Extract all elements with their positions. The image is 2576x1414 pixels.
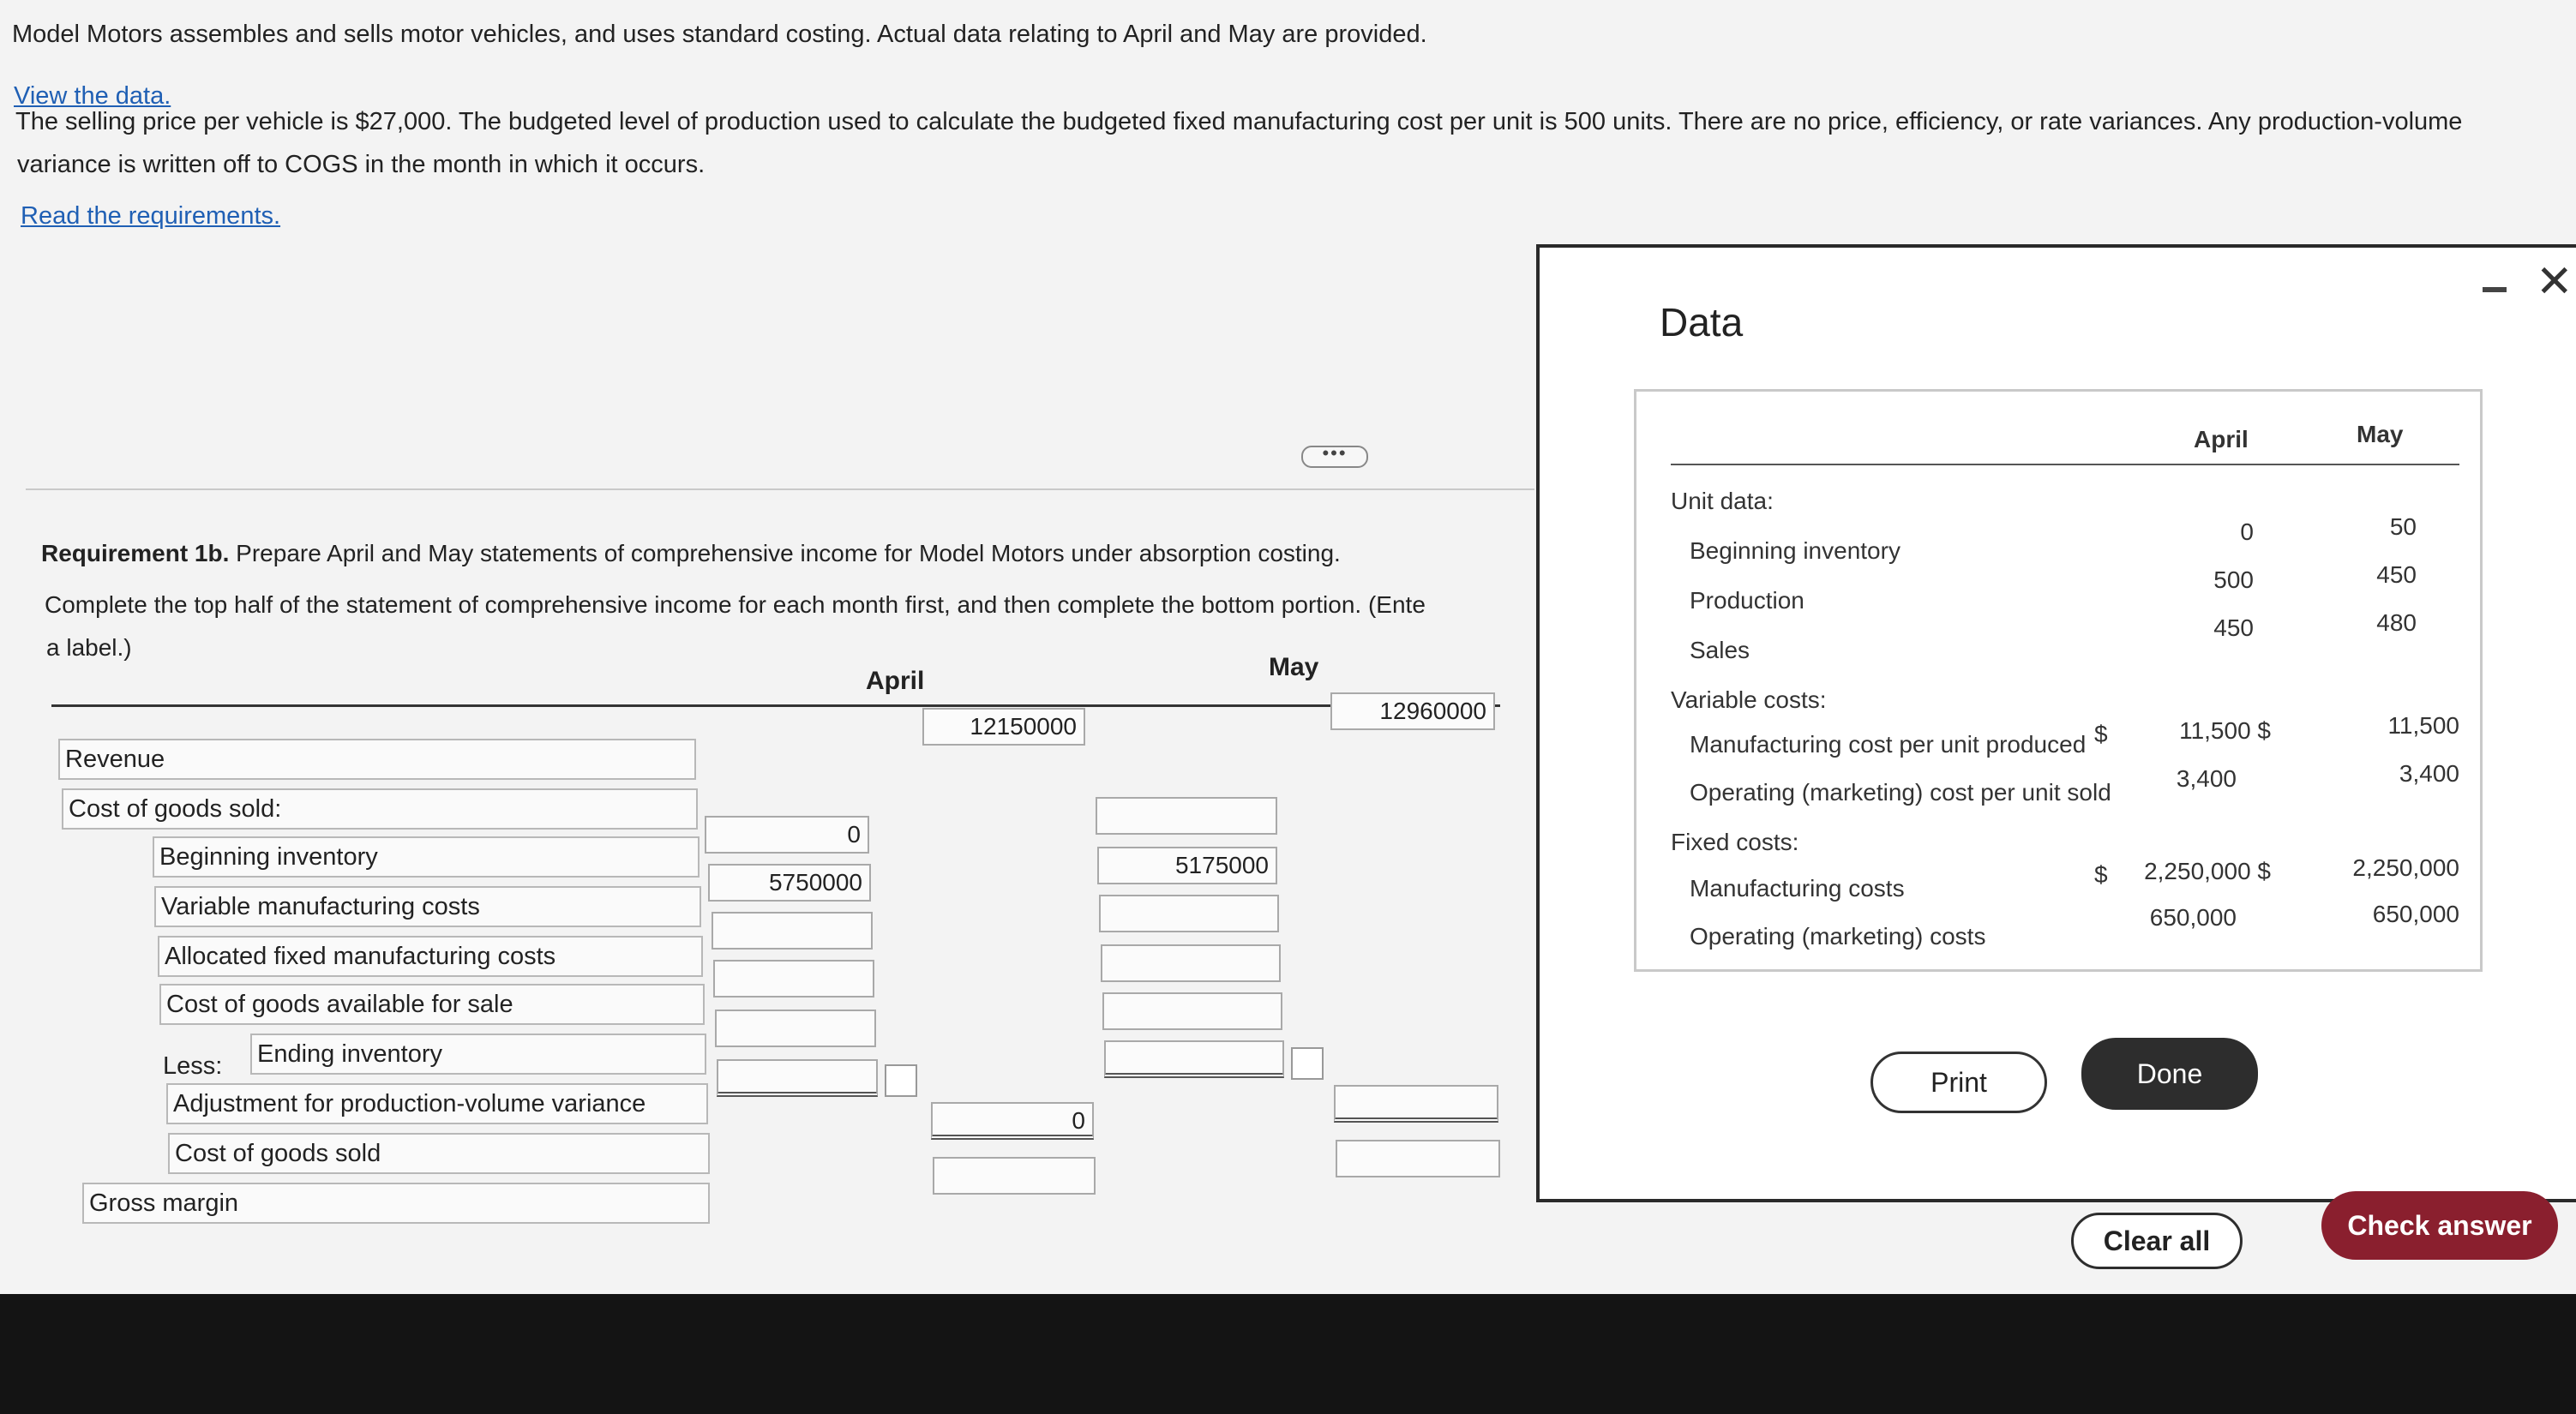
less-label: Less: xyxy=(163,1052,223,1080)
may-beginning-inventory-input[interactable] xyxy=(1096,797,1277,835)
data-header-rule xyxy=(1671,464,2459,465)
instruction-line-2: a label.) xyxy=(46,634,132,661)
requirement-title xyxy=(41,540,1341,567)
mfg-fixed-dollar: $ xyxy=(2094,861,2108,888)
intro-line-2: The selling price per vehicle is $27,000. The budgeted level of production used to calculate the budgeted fixed manufacturing cost per unit is 500 units. There are no price, efficiency, or rate variances. Any production-volume xyxy=(15,108,2463,135)
data-col-may: May xyxy=(2357,421,2404,447)
april-allocated-fixed-input[interactable] xyxy=(712,912,873,950)
requirement-number: Requirement 1b. xyxy=(41,540,230,566)
section-divider xyxy=(26,488,1534,490)
data-mfg-cost-per-unit: Manufacturing cost per unit produced xyxy=(1690,731,2087,758)
sales-april-value: 450 xyxy=(2213,614,2254,641)
data-beginning-inventory: Beginning inventory xyxy=(1690,537,1900,564)
read-requirements-link[interactable]: Read the requirements. xyxy=(21,202,281,230)
april-cogs-total-input[interactable]: 0 xyxy=(931,1102,1094,1140)
op-unit-may-value: 3,400 xyxy=(2399,760,2459,787)
data-mfg-costs: Manufacturing costs xyxy=(1690,875,1905,902)
april-adjustment-input[interactable] xyxy=(717,1059,878,1097)
mfg-unit-may-value: 11,500 xyxy=(2387,712,2459,739)
april-gross-margin-input[interactable] xyxy=(933,1157,1096,1195)
mfg-unit-april-value: 11,500 $ xyxy=(2179,717,2271,744)
beg-may-value: 50 xyxy=(2389,513,2417,540)
sales-may-value: 480 xyxy=(2376,609,2417,636)
may-adjustment-input[interactable] xyxy=(1104,1040,1284,1078)
april-beginning-inventory-input[interactable]: 0 xyxy=(705,816,869,854)
beginning-inventory-label[interactable]: Beginning inventory xyxy=(153,836,700,878)
close-icon[interactable]: ✕ xyxy=(2536,257,2573,307)
expand-ellipsis-button[interactable]: ••• xyxy=(1301,446,1368,468)
may-variable-mfg-input[interactable]: 5175000 xyxy=(1097,847,1277,884)
prod-april-value: 500 xyxy=(2213,566,2254,593)
cogs-label[interactable]: Cost of goods sold: xyxy=(62,788,698,830)
may-gross-margin-input[interactable] xyxy=(1336,1140,1500,1177)
print-button[interactable]: Print xyxy=(1870,1052,2047,1113)
gross-margin-label[interactable]: Gross margin xyxy=(82,1183,710,1224)
april-adjustment-sign-box[interactable] xyxy=(885,1064,917,1097)
clear-all-button[interactable]: Clear all xyxy=(2071,1213,2243,1269)
check-answer-button[interactable]: Check answer xyxy=(2321,1191,2558,1260)
intro-line-3: variance is written off to COGS in the month in which it occurs. xyxy=(17,151,706,178)
header-rule xyxy=(51,704,1500,707)
pv-variance-adjustment-label[interactable]: Adjustment for production-volume variance xyxy=(166,1083,708,1124)
requirement-text: Prepare April and May statements of comprehensive income for Model Motors under absorption costing. xyxy=(229,540,1341,566)
screen-bezel xyxy=(0,1294,2576,1414)
data-table xyxy=(1634,389,2483,972)
beg-april-value: 0 xyxy=(2240,518,2254,545)
data-sales: Sales xyxy=(1690,637,1750,663)
op-fixed-april-value: 650,000 xyxy=(2149,904,2237,931)
data-production: Production xyxy=(1690,587,1804,614)
unit-data-heading: Unit data: xyxy=(1671,488,1774,514)
minimize-icon[interactable] xyxy=(2483,287,2507,292)
may-allocated-fixed-input[interactable] xyxy=(1099,895,1279,932)
column-header-april: April xyxy=(866,667,925,695)
instruction-line-1: Complete the top half of the statement of comprehensive income for each month first, and then complete the bottom portion. (Ente xyxy=(45,591,1426,618)
intro-line-1: Model Motors assembles and sells motor vehicles, and uses standard costing. Actual data relating to April and May are provided. xyxy=(12,21,1427,48)
data-col-april: April xyxy=(2194,426,2249,452)
dialog-title: Data xyxy=(1660,300,1744,345)
april-goods-available-input[interactable] xyxy=(713,960,874,998)
data-op-costs: Operating (marketing) costs xyxy=(1690,923,1986,950)
april-variable-mfg-input[interactable]: 5750000 xyxy=(708,864,871,902)
may-ending-inventory-input[interactable] xyxy=(1102,992,1282,1030)
mfg-fixed-may-value: 2,250,000 xyxy=(2352,854,2459,881)
done-button[interactable]: Done xyxy=(2081,1038,2258,1110)
data-op-cost-per-unit: Operating (marketing) cost per unit sold xyxy=(1690,779,2111,806)
view-data-link[interactable]: View the data. xyxy=(14,82,171,110)
variable-costs-heading: Variable costs: xyxy=(1671,686,1827,713)
mfg-fixed-april-value: 2,250,000 $ xyxy=(2144,858,2271,884)
revenue-label[interactable]: Revenue xyxy=(58,739,696,780)
april-revenue-input[interactable]: 12150000 xyxy=(922,708,1085,746)
ending-inventory-label[interactable]: Ending inventory xyxy=(250,1034,706,1075)
may-adjustment-sign-box[interactable] xyxy=(1291,1047,1324,1080)
cost-of-goods-sold-label[interactable]: Cost of goods sold xyxy=(168,1133,710,1174)
op-fixed-may-value: 650,000 xyxy=(2372,901,2459,927)
may-goods-available-input[interactable] xyxy=(1101,944,1281,982)
may-revenue-input[interactable]: 12960000 xyxy=(1330,692,1495,730)
prod-may-value: 450 xyxy=(2376,561,2417,588)
fixed-costs-heading: Fixed costs: xyxy=(1671,829,1799,855)
column-header-may: May xyxy=(1269,653,1319,681)
op-unit-april-value: 3,400 xyxy=(2176,765,2237,792)
allocated-fixed-costs-label[interactable]: Allocated fixed manufacturing costs xyxy=(158,936,703,977)
may-cogs-total-input[interactable] xyxy=(1334,1085,1498,1123)
mfg-unit-dollar: $ xyxy=(2094,721,2108,747)
goods-available-label[interactable]: Cost of goods available for sale xyxy=(159,984,705,1025)
data-dialog xyxy=(1536,244,2576,1202)
april-ending-inventory-input[interactable] xyxy=(715,1010,876,1047)
variable-mfg-costs-label[interactable]: Variable manufacturing costs xyxy=(154,886,701,927)
